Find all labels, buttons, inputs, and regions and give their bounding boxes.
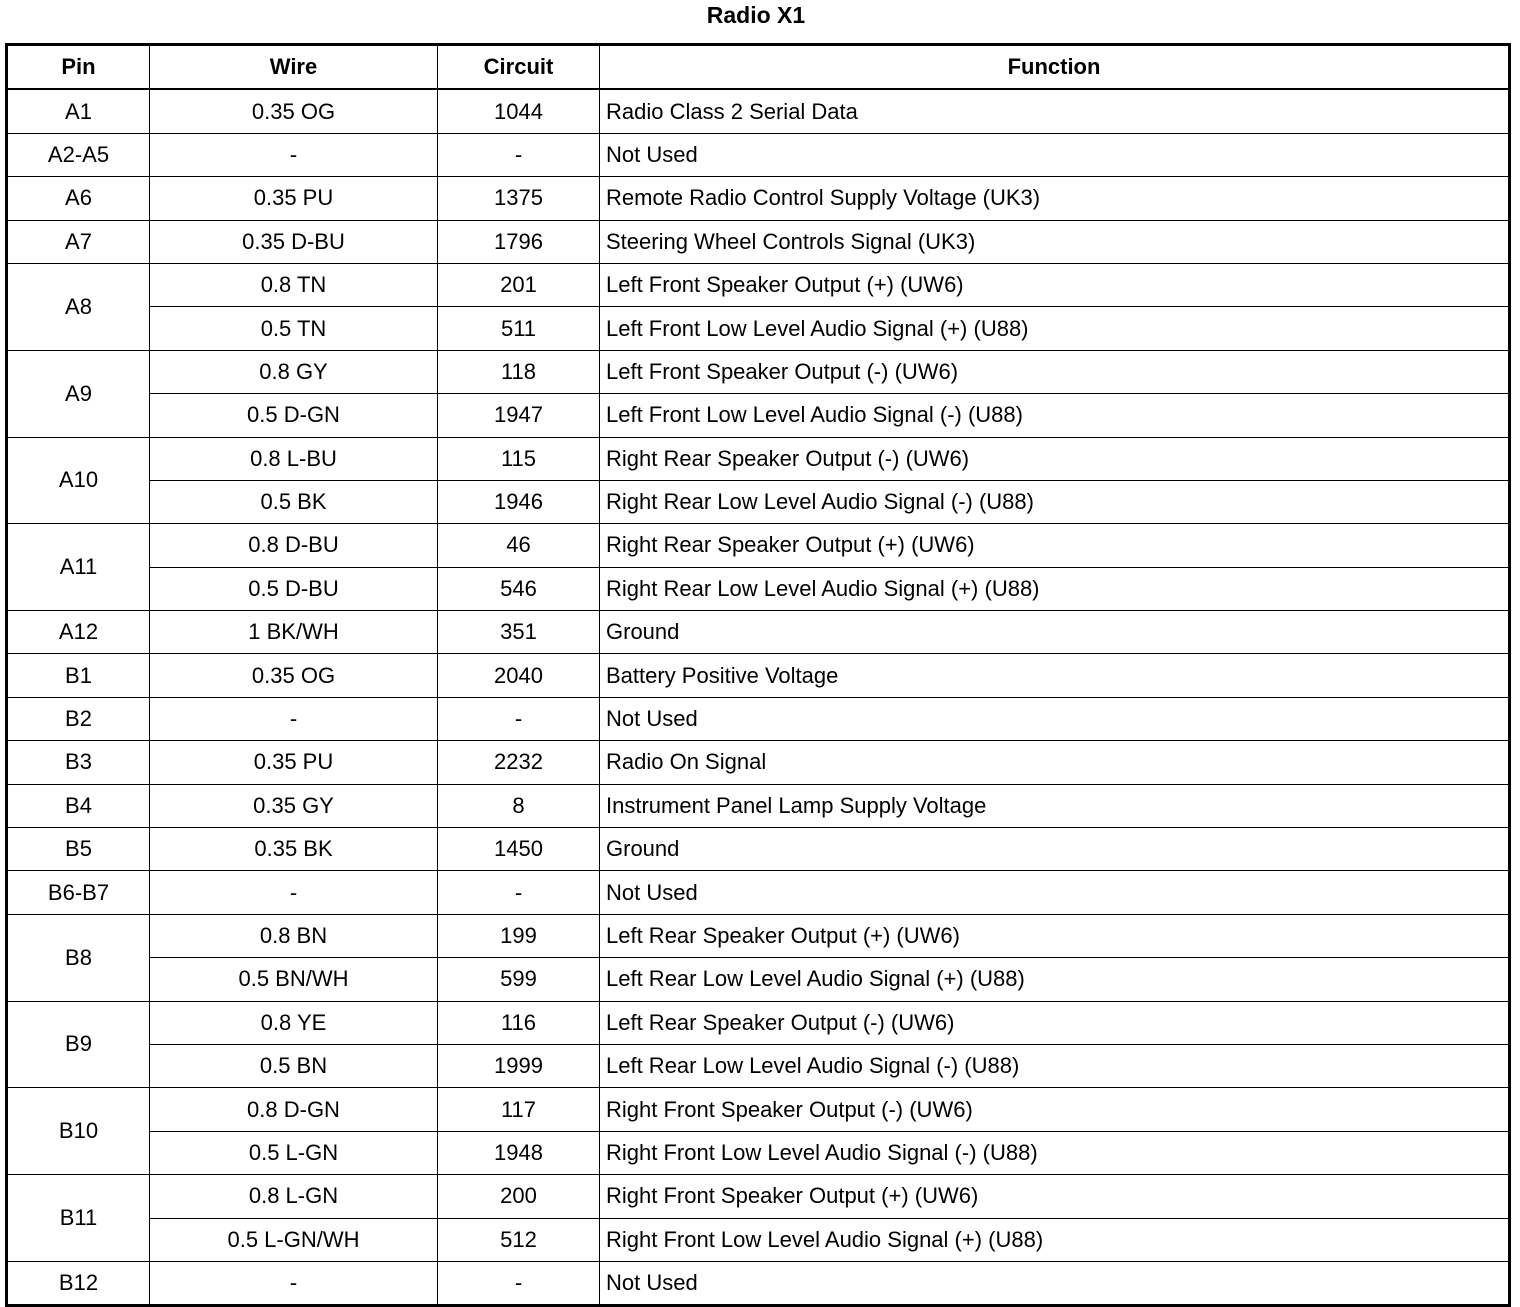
- function-cell: Right Rear Speaker Output (-) (UW6): [600, 437, 1510, 480]
- function-cell: Not Used: [600, 1261, 1510, 1305]
- circuit-cell: 1948: [438, 1131, 600, 1174]
- wire-cell: -: [150, 133, 438, 176]
- function-cell: Right Front Speaker Output (+) (UW6): [600, 1175, 1510, 1218]
- table-row: [7, 567, 1510, 610]
- function-cell: Radio On Signal: [600, 741, 1510, 784]
- function-cell: Right Front Speaker Output (-) (UW6): [600, 1088, 1510, 1131]
- wire-cell: 0.5 L-GN/WH: [150, 1218, 438, 1261]
- wire-cell: 0.5 BN: [150, 1044, 438, 1087]
- function-cell: Not Used: [600, 871, 1510, 914]
- circuit-cell: 118: [438, 350, 600, 393]
- pin-cell: B8: [7, 914, 150, 1001]
- table-row: [7, 524, 1510, 567]
- table-row: [7, 828, 1510, 871]
- wire-cell: 0.8 L-BU: [150, 437, 438, 480]
- table-row: [7, 958, 1510, 1001]
- table-row: [7, 263, 1510, 306]
- function-cell: Left Rear Speaker Output (-) (UW6): [600, 1001, 1510, 1044]
- pin-cell: A9: [7, 350, 150, 437]
- function-cell: Left Front Low Level Audio Signal (+) (U88): [600, 307, 1510, 350]
- function-cell: Left Rear Low Level Audio Signal (+) (U88): [600, 958, 1510, 1001]
- circuit-cell: 1044: [438, 89, 600, 133]
- table-row: [7, 437, 1510, 480]
- wire-cell: 0.5 BK: [150, 480, 438, 523]
- wire-column-header: Wire: [150, 45, 438, 90]
- circuit-cell: 599: [438, 958, 600, 1001]
- pinout-table: [5, 43, 1511, 1307]
- table-row: [7, 1218, 1510, 1261]
- function-cell: Left Rear Speaker Output (+) (UW6): [600, 914, 1510, 957]
- wire-cell: 0.8 D-GN: [150, 1088, 438, 1131]
- circuit-cell: 2040: [438, 654, 600, 697]
- function-column-header: Function: [600, 45, 1510, 90]
- wire-cell: 0.35 D-BU: [150, 220, 438, 263]
- header-row: [7, 45, 1510, 90]
- circuit-cell: 201: [438, 263, 600, 306]
- table-row: [7, 1175, 1510, 1218]
- wire-cell: 0.8 L-GN: [150, 1175, 438, 1218]
- function-cell: Left Front Low Level Audio Signal (-) (U88): [600, 394, 1510, 437]
- wire-cell: -: [150, 697, 438, 740]
- circuit-cell: -: [438, 133, 600, 176]
- pin-column-header: Pin: [7, 45, 150, 90]
- table-row: [7, 1044, 1510, 1087]
- wire-cell: 0.35 PU: [150, 177, 438, 220]
- wire-cell: 1 BK/WH: [150, 611, 438, 654]
- circuit-cell: -: [438, 871, 600, 914]
- circuit-cell: 1946: [438, 480, 600, 523]
- table-row: [7, 741, 1510, 784]
- pin-cell: B6-B7: [7, 871, 150, 914]
- function-cell: Right Front Low Level Audio Signal (-) (U88): [600, 1131, 1510, 1174]
- table-row: [7, 784, 1510, 827]
- circuit-cell: 8: [438, 784, 600, 827]
- circuit-cell: 199: [438, 914, 600, 957]
- circuit-cell: 1999: [438, 1044, 600, 1087]
- circuit-cell: 2232: [438, 741, 600, 784]
- table-row: [7, 654, 1510, 697]
- table-row: [7, 350, 1510, 393]
- circuit-cell: 1450: [438, 828, 600, 871]
- function-cell: Ground: [600, 611, 1510, 654]
- table-row: [7, 89, 1510, 133]
- circuit-cell: 351: [438, 611, 600, 654]
- table-row: [7, 1088, 1510, 1131]
- pin-cell: B5: [7, 828, 150, 871]
- circuit-cell: 512: [438, 1218, 600, 1261]
- wire-cell: 0.8 BN: [150, 914, 438, 957]
- circuit-cell: -: [438, 697, 600, 740]
- function-cell: Ground: [600, 828, 1510, 871]
- wire-cell: 0.5 D-GN: [150, 394, 438, 437]
- wire-cell: 0.35 BK: [150, 828, 438, 871]
- pin-cell: A11: [7, 524, 150, 611]
- wire-cell: 0.5 D-BU: [150, 567, 438, 610]
- circuit-cell: 1796: [438, 220, 600, 263]
- circuit-column-header: Circuit: [438, 45, 600, 90]
- function-cell: Not Used: [600, 133, 1510, 176]
- pin-cell: A7: [7, 220, 150, 263]
- pin-cell: A6: [7, 177, 150, 220]
- pin-cell: B1: [7, 654, 150, 697]
- table-body: [7, 89, 1510, 1305]
- circuit-cell: 511: [438, 307, 600, 350]
- circuit-cell: -: [438, 1261, 600, 1305]
- function-cell: Battery Positive Voltage: [600, 654, 1510, 697]
- wire-cell: 0.35 OG: [150, 89, 438, 133]
- pin-cell: A8: [7, 263, 150, 350]
- table-row: [7, 220, 1510, 263]
- function-cell: Not Used: [600, 697, 1510, 740]
- table-row: [7, 871, 1510, 914]
- wire-cell: 0.5 TN: [150, 307, 438, 350]
- function-cell: Left Front Speaker Output (-) (UW6): [600, 350, 1510, 393]
- function-cell: Remote Radio Control Supply Voltage (UK3): [600, 177, 1510, 220]
- pin-cell: B3: [7, 741, 150, 784]
- table-row: [7, 611, 1510, 654]
- circuit-cell: 200: [438, 1175, 600, 1218]
- function-cell: Right Front Low Level Audio Signal (+) (U88): [600, 1218, 1510, 1261]
- table-row: [7, 1261, 1510, 1305]
- wire-cell: 0.8 YE: [150, 1001, 438, 1044]
- function-cell: Radio Class 2 Serial Data: [600, 89, 1510, 133]
- pin-cell: A12: [7, 611, 150, 654]
- pin-cell: B9: [7, 1001, 150, 1088]
- wire-cell: 0.5 L-GN: [150, 1131, 438, 1174]
- function-cell: Right Rear Low Level Audio Signal (-) (U88): [600, 480, 1510, 523]
- table-row: [7, 1131, 1510, 1174]
- pin-cell: A1: [7, 89, 150, 133]
- circuit-cell: 1947: [438, 394, 600, 437]
- table-row: [7, 133, 1510, 176]
- table-row: [7, 1001, 1510, 1044]
- wire-cell: 0.35 GY: [150, 784, 438, 827]
- wire-cell: 0.35 OG: [150, 654, 438, 697]
- table-row: [7, 697, 1510, 740]
- function-cell: Left Front Speaker Output (+) (UW6): [600, 263, 1510, 306]
- table-row: [7, 307, 1510, 350]
- wire-cell: 0.8 D-BU: [150, 524, 438, 567]
- function-cell: Left Rear Low Level Audio Signal (-) (U88): [600, 1044, 1510, 1087]
- function-cell: Right Rear Speaker Output (+) (UW6): [600, 524, 1510, 567]
- table-row: [7, 914, 1510, 957]
- pin-cell: B4: [7, 784, 150, 827]
- pin-cell: B10: [7, 1088, 150, 1175]
- function-cell: Instrument Panel Lamp Supply Voltage: [600, 784, 1510, 827]
- pin-cell: B11: [7, 1175, 150, 1262]
- table-row: [7, 177, 1510, 220]
- wire-cell: -: [150, 1261, 438, 1305]
- pin-cell: B2: [7, 697, 150, 740]
- circuit-cell: 116: [438, 1001, 600, 1044]
- table-row: [7, 394, 1510, 437]
- circuit-cell: 46: [438, 524, 600, 567]
- wire-cell: 0.8 GY: [150, 350, 438, 393]
- pin-cell: A2-A5: [7, 133, 150, 176]
- circuit-cell: 117: [438, 1088, 600, 1131]
- function-cell: Right Rear Low Level Audio Signal (+) (U88): [600, 567, 1510, 610]
- circuit-cell: 115: [438, 437, 600, 480]
- pin-cell: A10: [7, 437, 150, 524]
- circuit-cell: 546: [438, 567, 600, 610]
- wire-cell: 0.8 TN: [150, 263, 438, 306]
- circuit-cell: 1375: [438, 177, 600, 220]
- wire-cell: 0.35 PU: [150, 741, 438, 784]
- wire-cell: 0.5 BN/WH: [150, 958, 438, 1001]
- table-title: Radio X1: [706, 2, 806, 28]
- function-cell: Steering Wheel Controls Signal (UK3): [600, 220, 1510, 263]
- pin-cell: B12: [7, 1261, 150, 1305]
- wire-cell: -: [150, 871, 438, 914]
- table-row: [7, 480, 1510, 523]
